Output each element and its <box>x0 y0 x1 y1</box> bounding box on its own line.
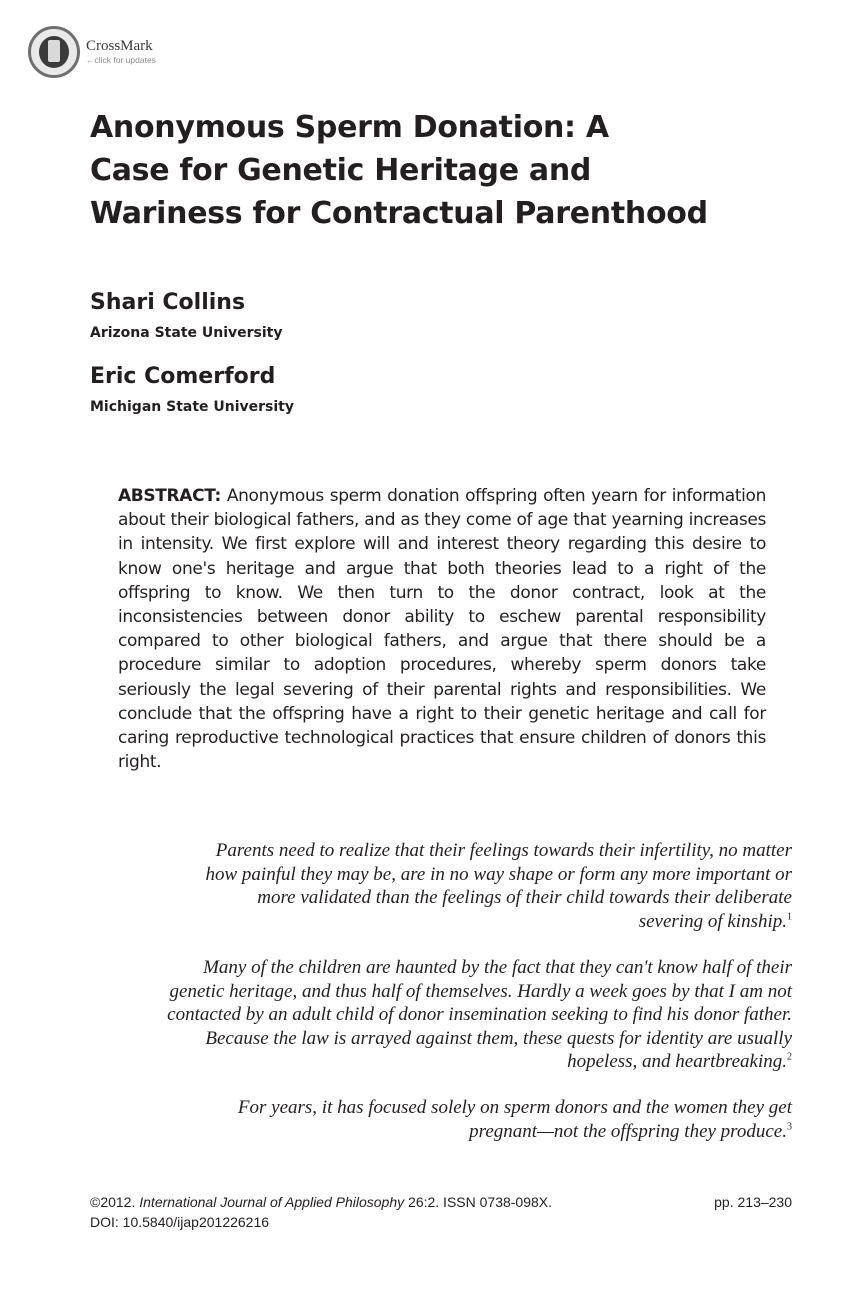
epigraph-text: Parents need to realize that their feelings towards their infertility, no matter how painful they may be, are in no way shape or form any more important or more validated than the feelings of their child towards their deliberate severing of kinship. <box>205 840 792 932</box>
page-footer <box>90 1192 792 1232</box>
doi[interactable]: DOI: 10.5840/ijap201226216 <box>90 1214 270 1230</box>
author-affiliation: Arizona State University <box>90 325 283 341</box>
citation-line <box>90 1192 552 1212</box>
abstract-label: ABSTRACT: <box>118 486 221 506</box>
abstract <box>118 484 766 774</box>
epigraph <box>202 839 792 933</box>
article-title-line: Case for Genetic Heritage and <box>90 153 592 188</box>
epigraph <box>152 956 792 1074</box>
author-name: Eric Comerford <box>90 364 276 389</box>
epigraph <box>192 1096 792 1143</box>
abstract-text: Anonymous sperm donation offspring often yearn for information about their biological fathers, and as they come of age that yearning increases in intensity. We first explore will and interest theory regarding this desire to know one's heritage and argue that both theories lead to a right of the offspring to know. We then turn to the donor contract, look at the inconsistencies between donor ability to eschew parental responsibility compared to other biological fathers, and argue that there should be a procedure similar to adoption procedures, whereby sperm donors take seriously the legal severing of their parental rights and responsibilities. We conclude that the offspring have a right to their genetic heritage and call for caring reproductive technological practices that ensure children of donors this right. <box>118 486 766 773</box>
crossmark-badge[interactable] <box>28 26 156 78</box>
crossmark-subtitle: ←click for updates <box>86 55 156 66</box>
footnote-marker[interactable]: 3 <box>787 1121 792 1133</box>
copyright: ©2012. <box>90 1194 136 1210</box>
article-title-line: Anonymous Sperm Donation: A <box>90 110 609 145</box>
author-affiliation: Michigan State University <box>90 399 294 415</box>
crossmark-icon <box>28 26 80 78</box>
footnote-marker[interactable]: 1 <box>787 911 792 923</box>
crossmark-title: CrossMark <box>86 38 153 55</box>
epigraph-text: Many of the children are haunted by the fact that they can't know half of their genetic heritage, and thus half of themselves. Hardly a week goes by that I am not contacted by an adult child of donor insemination seeking to find his donor father. Because the law is arrayed against them, these quests for identity are usually hopeless, and heartbreaking. <box>167 957 792 1072</box>
journal-name: International Journal of Applied Philosophy <box>139 1194 405 1210</box>
article-title-line: Wariness for Contractual Parenthood <box>90 196 708 231</box>
article-title <box>90 106 710 235</box>
page-range: pp. 213–230 <box>714 1194 792 1210</box>
footnote-marker[interactable]: 2 <box>787 1051 792 1063</box>
epigraph-text: For years, it has focused solely on sperm donors and the women they get pregnant—not the offspring they produce. <box>237 1097 792 1142</box>
volume-issn: 26:2. ISSN 0738-098X. <box>408 1194 553 1210</box>
author-name: Shari Collins <box>90 290 246 315</box>
